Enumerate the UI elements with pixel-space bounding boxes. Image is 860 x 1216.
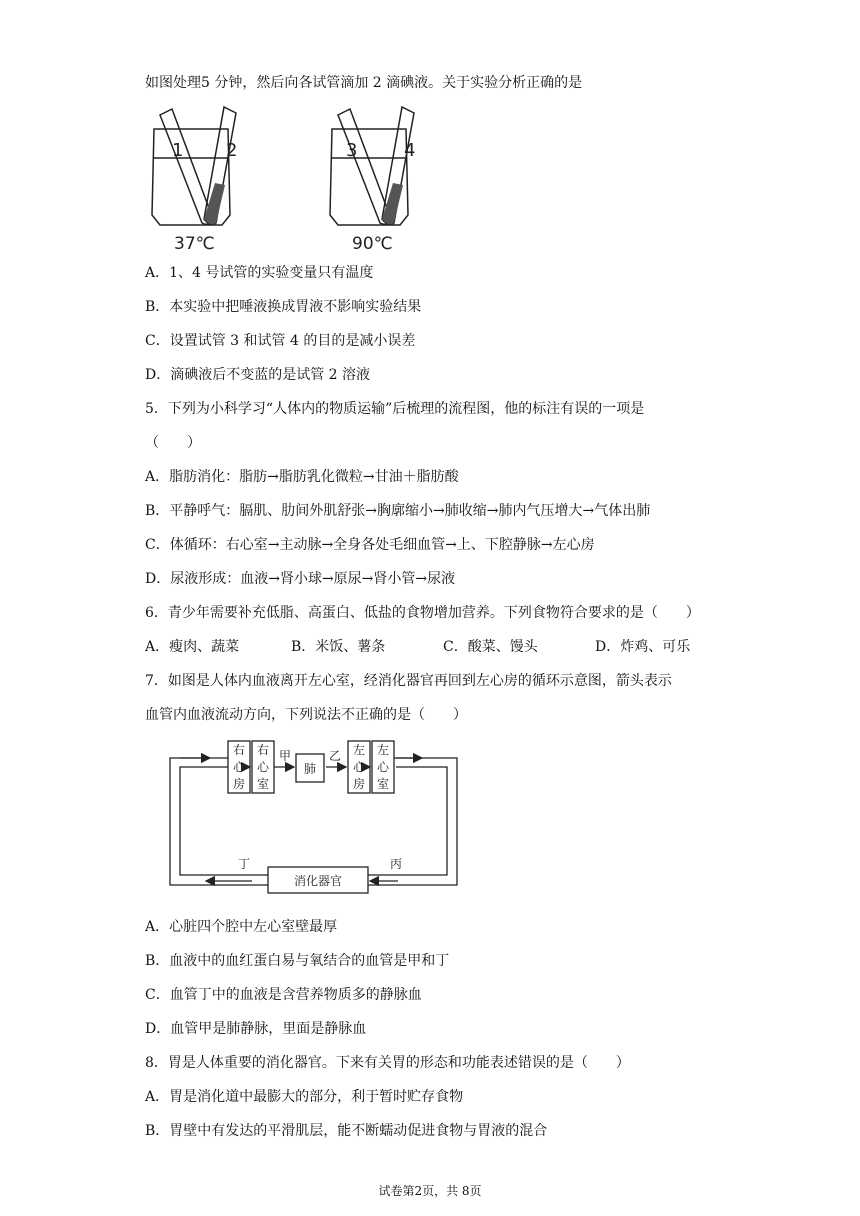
temp-90-label: 90℃ (352, 234, 393, 254)
question-7-stem-2: 血管内血液流动方向，下列说法不正确的是（ ） (145, 707, 467, 723)
q4-option-d: D．滴碘液后不变蓝的是试管 2 溶液 (145, 367, 371, 383)
q4-option-a: A．1、4 号试管的实验变量只有温度 (145, 265, 374, 281)
tube-2-label: 2 (226, 140, 238, 161)
right-atrium-char-3: 房 (232, 777, 246, 791)
vessel-yi-label: 乙 (328, 749, 342, 763)
q8-option-a: A．胃是消化道中最膨大的部分，利于暂时贮存食物 (145, 1089, 464, 1105)
vessel-ding-label: 丁 (237, 857, 251, 871)
q7-option-d: D．血管甲是肺静脉，里面是静脉血 (145, 1021, 367, 1037)
test-tube-figure (140, 103, 450, 255)
right-ventricle-char-1: 右 (256, 743, 270, 757)
q7-option-c: C．血管丁中的血液是含营养物质多的静脉血 (145, 987, 422, 1003)
q8-option-b: B．胃壁中有发达的平滑肌层，能不断蠕动促进食物与胃液的混合 (145, 1123, 548, 1139)
left-atrium-char-3: 房 (352, 777, 366, 791)
tube-4-label: 4 (404, 140, 416, 161)
vessel-bing-label: 丙 (389, 857, 403, 871)
question-4-stem: 如图处理5 分钟，然后向各试管滴加 2 滴碘液。关于实验分析正确的是 (145, 75, 583, 91)
q6-option-c: C．酸菜、馒头 (443, 639, 538, 655)
q5-option-c: C．体循环：右心室→主动脉→全身各处毛细血管→上、下腔静脉→左心房 (145, 537, 595, 553)
left-ventricle-char-2: 心 (376, 760, 390, 774)
q4-option-c: C．设置试管 3 和试管 4 的目的是减小误差 (145, 333, 416, 349)
vessel-jia-label: 甲 (278, 749, 292, 763)
right-atrium-char-1: 右 (232, 743, 246, 757)
left-ventricle-char-3: 室 (376, 777, 390, 791)
left-atrium-char-1: 左 (352, 743, 366, 757)
right-atrium-char-2: 心 (232, 760, 246, 774)
q5-option-b: B．平静呼气：膈肌、肋间外肌舒张→胸廓缩小→肺收缩→肺内气压增大→气体出肺 (145, 503, 651, 519)
tube-3-label: 3 (346, 140, 358, 161)
left-atrium-char-2: 心 (352, 760, 366, 774)
question-6-stem: 6．青少年需要补充低脂、高蛋白、低盐的食物增加营养。下列食物符合要求的是（ ） (145, 605, 700, 621)
digestive-organ-label: 消化器官 (293, 874, 343, 888)
q7-option-a: A．心脏四个腔中左心室壁最厚 (145, 919, 338, 935)
circulation-diagram (160, 735, 470, 900)
q6-option-d: D．炸鸡、可乐 (595, 639, 691, 655)
question-5-paren: （ ） (145, 435, 201, 451)
page-footer: 试卷第2页，共 8页 (378, 1184, 482, 1198)
right-ventricle-char-3: 室 (256, 777, 270, 791)
question-7-stem: 7．如图是人体内血液离开左心室，经消化器官再回到左心房的循环示意图，箭头表示 (145, 673, 672, 689)
q5-option-d: D．尿液形成：血液→肾小球→原尿→肾小管→尿液 (145, 571, 456, 587)
left-ventricle-char-1: 左 (376, 743, 390, 757)
right-ventricle-char-2: 心 (256, 760, 270, 774)
lung-label: 肺 (303, 762, 317, 776)
q6-option-a: A．瘦肉、蔬菜 (145, 639, 240, 655)
q5-option-a: A．脂肪消化：脂肪→脂肪乳化微粒→甘油＋脂肪酸 (145, 469, 459, 485)
temp-37-label: 37℃ (174, 234, 215, 254)
tube-1-label: 1 (172, 140, 184, 161)
q7-option-b: B．血液中的血红蛋白易与氧结合的血管是甲和丁 (145, 953, 450, 969)
q4-option-b: B．本实验中把唾液换成胃液不影响实验结果 (145, 299, 422, 315)
question-8-stem: 8．胃是人体重要的消化器官。下来有关胃的形态和功能表述错误的是（ ） (145, 1055, 630, 1071)
question-5-stem: 5．下列为小科学习“人体内的物质运输”后梳理的流程图，他的标注有误的一项是 (145, 401, 645, 417)
q6-option-b: B．米饭、薯条 (291, 639, 386, 655)
